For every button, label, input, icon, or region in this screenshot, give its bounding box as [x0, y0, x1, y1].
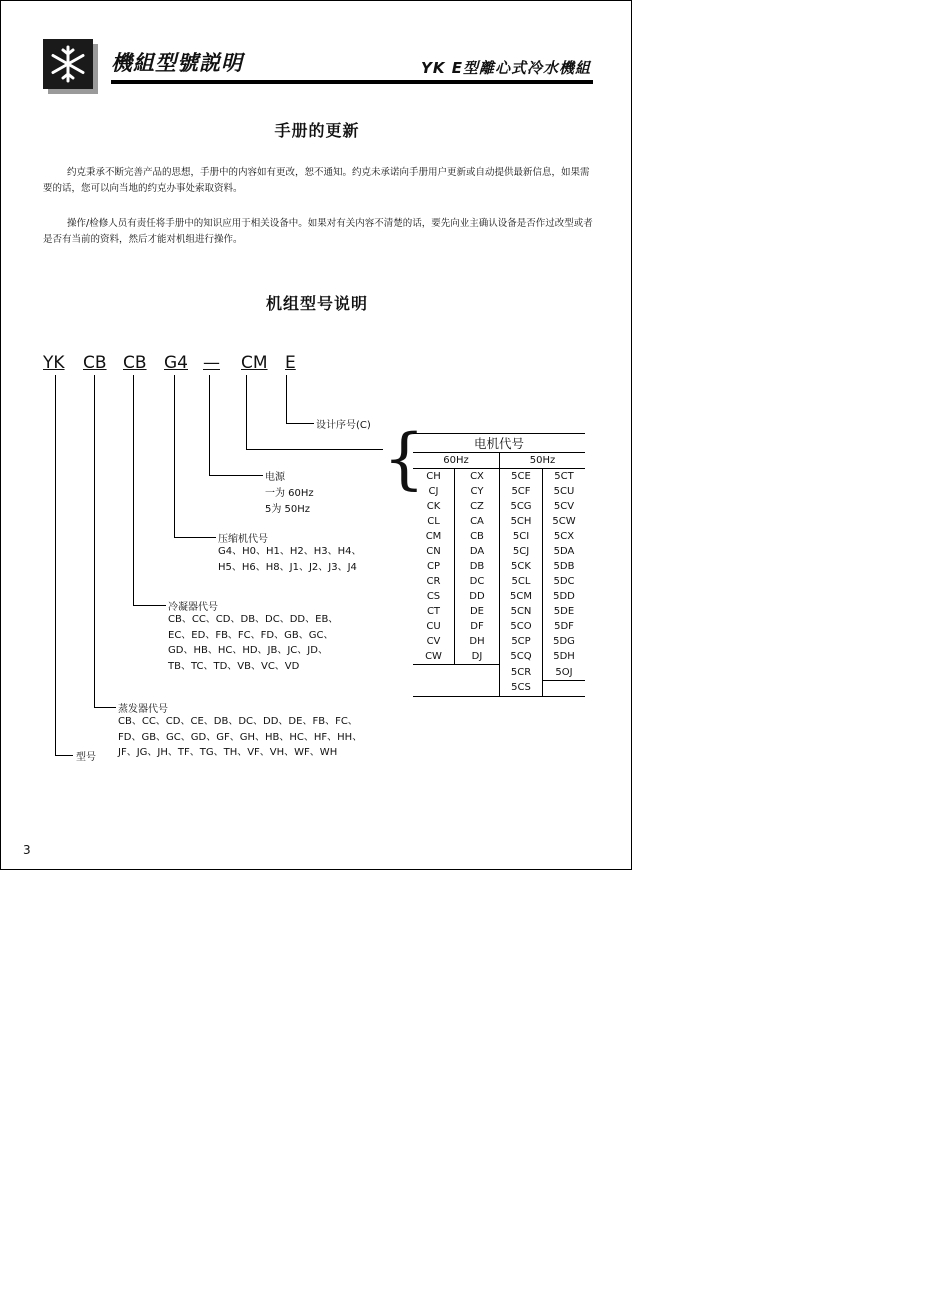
table-row [413, 469, 585, 485]
compressor-label: 压缩机代号 [218, 534, 268, 545]
table-cell: DB [455, 559, 500, 574]
table-cell: 5CH [500, 514, 543, 529]
connector-compressor [174, 375, 175, 537]
table-cell: 5CW [552, 516, 576, 527]
table-cell: 5CQ [500, 649, 543, 665]
table-cell: CY [455, 484, 500, 499]
model-code-power: — [203, 353, 220, 373]
evaporator-list [118, 714, 362, 761]
connector-power-h [209, 475, 263, 476]
update-paragraph-2: 操作/检修人员有责任将手册中的知识应用于相关设备中。如果对有关内容不清楚的话，要先向业主确认设备是否作过改型或者是否有当前的资料，然后才能对机组进行操作。 [43, 218, 593, 245]
table-row [413, 589, 585, 604]
evaporator-list-line: CB、CC、CD、CE、DB、DC、DD、DE、FB、FC、 [118, 716, 358, 727]
connector-model [55, 375, 56, 755]
table-row [413, 544, 585, 559]
table-cell: DD [455, 589, 500, 604]
header-rule [111, 80, 593, 84]
header-title: 機組型號説明 [111, 51, 243, 75]
connector-condenser-h [133, 605, 166, 606]
motor-table-title: 电机代号 [413, 434, 585, 453]
table-cell: 5CR [500, 665, 543, 681]
table-cell: 5CP [500, 634, 543, 649]
condenser-list-line: CB、CC、CD、DB、DC、DD、EB、 [168, 614, 339, 625]
connector-compressor-h [174, 537, 216, 538]
table-cell: CM [425, 531, 442, 542]
table-cell: CZ [455, 499, 500, 514]
table-cell: DC [455, 574, 500, 589]
table-cell: DF [455, 619, 500, 634]
connector-motor [246, 375, 247, 449]
header-50hz: 50Hz [500, 453, 586, 469]
table-row [413, 634, 585, 649]
model-code-design: E [285, 353, 296, 373]
table-cell: 5CM [500, 589, 543, 604]
compressor-list [218, 544, 362, 575]
update-section-title: 手册的更新 [274, 121, 360, 140]
condenser-list [168, 612, 338, 674]
table-cell: 5CK [500, 559, 543, 574]
evaporator-label: 蒸发器代号 [118, 704, 168, 715]
snowflake-logo-icon [43, 39, 93, 89]
model-code-motor: CM [241, 353, 268, 373]
table-cell: 5DF [554, 621, 574, 632]
table-cell [455, 680, 500, 696]
compressor-list-line: H5、H6、H8、J1、J2、J3、J4 [218, 561, 357, 573]
table-cell [413, 680, 455, 696]
table-cell: 5DH [553, 651, 575, 663]
table-cell: 5CO [500, 619, 543, 634]
table-cell: CJ [428, 486, 439, 497]
table-row [413, 680, 585, 696]
table-cell: CH [426, 471, 441, 482]
table-cell: 5CX [553, 531, 575, 542]
table-row [413, 665, 585, 681]
table-cell: DH [455, 634, 500, 649]
table-cell: 5CT [554, 471, 574, 482]
motor-code-table [413, 433, 585, 697]
compressor-list-line: G4、H0、H1、H2、H3、H4、 [218, 546, 362, 557]
connector-evaporator-h [94, 707, 116, 708]
model-code-evaporator: CB [83, 353, 107, 373]
table-cell: 5CS [500, 680, 543, 696]
table-cell: 5CE [500, 469, 543, 485]
table-cell: 5CN [500, 604, 543, 619]
table-row [413, 529, 585, 544]
power-line-1: 一为 60Hz [265, 488, 314, 499]
page-number: 3 [23, 843, 31, 857]
table-cell: 5CV [553, 501, 575, 512]
condenser-list-line: GD、HB、HC、HD、JB、JC、JD、 [168, 645, 328, 656]
table-cell: 5CU [553, 486, 575, 497]
design-label: 设计序号(C) [316, 420, 371, 431]
model-code-compressor: G4 [164, 353, 188, 373]
table-row [413, 514, 585, 529]
table-cell: 5DC [553, 576, 575, 587]
header-60hz: 60Hz [413, 453, 500, 469]
update-paragraph-1: 约克秉承不断完善产品的思想，手册中的内容如有更改，恕不通知。约克未承诺向手册用户更新或自动提供最新信息，如果需要的话，您可以向当地的约克办事处索取资料。 [43, 167, 590, 194]
table-row [413, 559, 585, 574]
table-cell: CX [455, 469, 500, 485]
brace-icon: { [383, 420, 425, 497]
motor-table-body [413, 469, 585, 697]
table-cell: CR [426, 576, 441, 587]
table-cell: CK [426, 501, 441, 512]
connector-model-h [55, 755, 73, 756]
table-cell: CW [413, 649, 455, 665]
model-label: 型号 [76, 752, 96, 763]
header-product: YK E型離心式冷水機組 [421, 59, 591, 77]
model-code-condenser: CB [123, 353, 147, 373]
table-cell: 5CI [500, 529, 543, 544]
table-cell: 5DG [553, 636, 575, 647]
table-cell: 5OJ [543, 665, 586, 681]
evaporator-list-line: FD、GB、GC、GD、GF、GH、HB、HC、HF、HH、 [118, 731, 363, 743]
model-section-title: 机组型号说明 [265, 294, 368, 313]
table-cell: DE [455, 604, 500, 619]
table-cell: CL [427, 516, 440, 527]
table-cell: CU [426, 621, 441, 632]
table-cell: CV [426, 636, 441, 647]
connector-design-h [286, 423, 314, 424]
table-cell: 5CG [500, 499, 543, 514]
table-cell [455, 665, 500, 681]
evaporator-list-line: JF、JG、JH、TF、TG、TH、VF、VH、WF、WH [118, 747, 338, 758]
table-cell: CT [426, 606, 441, 617]
table-cell [413, 665, 455, 681]
condenser-label: 冷凝器代号 [168, 602, 218, 613]
document-page [0, 0, 632, 870]
table-cell [543, 680, 586, 696]
table-row [413, 619, 585, 634]
table-cell: 5CF [500, 484, 543, 499]
table-row [413, 484, 585, 499]
table-cell: DA [455, 544, 500, 559]
table-row [413, 574, 585, 589]
table-cell: CS [426, 591, 441, 602]
table-cell: 5CJ [500, 544, 543, 559]
power-line-2: 5为 50Hz [265, 504, 311, 515]
table-cell: DJ [455, 649, 500, 665]
power-label: 电源 [265, 472, 285, 483]
table-row [413, 499, 585, 514]
table-cell: CN [426, 546, 441, 557]
table-cell: 5DB [553, 561, 575, 572]
table-cell: 5CL [500, 574, 543, 589]
connector-condenser [133, 375, 134, 605]
connector-power [209, 375, 210, 475]
table-cell: 5DA [553, 546, 575, 557]
table-cell: CP [426, 561, 440, 572]
table-row [413, 604, 585, 619]
table-cell: CB [455, 529, 500, 544]
condenser-list-line: TB、TC、TD、VB、VC、VD [168, 660, 300, 672]
table-cell: 5DE [553, 606, 575, 617]
table-cell: 5DD [553, 591, 575, 602]
table-row [413, 649, 585, 665]
connector-motor-h [246, 449, 383, 450]
connector-evaporator [94, 375, 95, 707]
table-cell: CA [455, 514, 500, 529]
condenser-list-line: EC、ED、FB、FC、FD、GB、GC、 [168, 629, 334, 641]
model-code-yk: YK [43, 353, 65, 373]
connector-design [286, 375, 287, 423]
